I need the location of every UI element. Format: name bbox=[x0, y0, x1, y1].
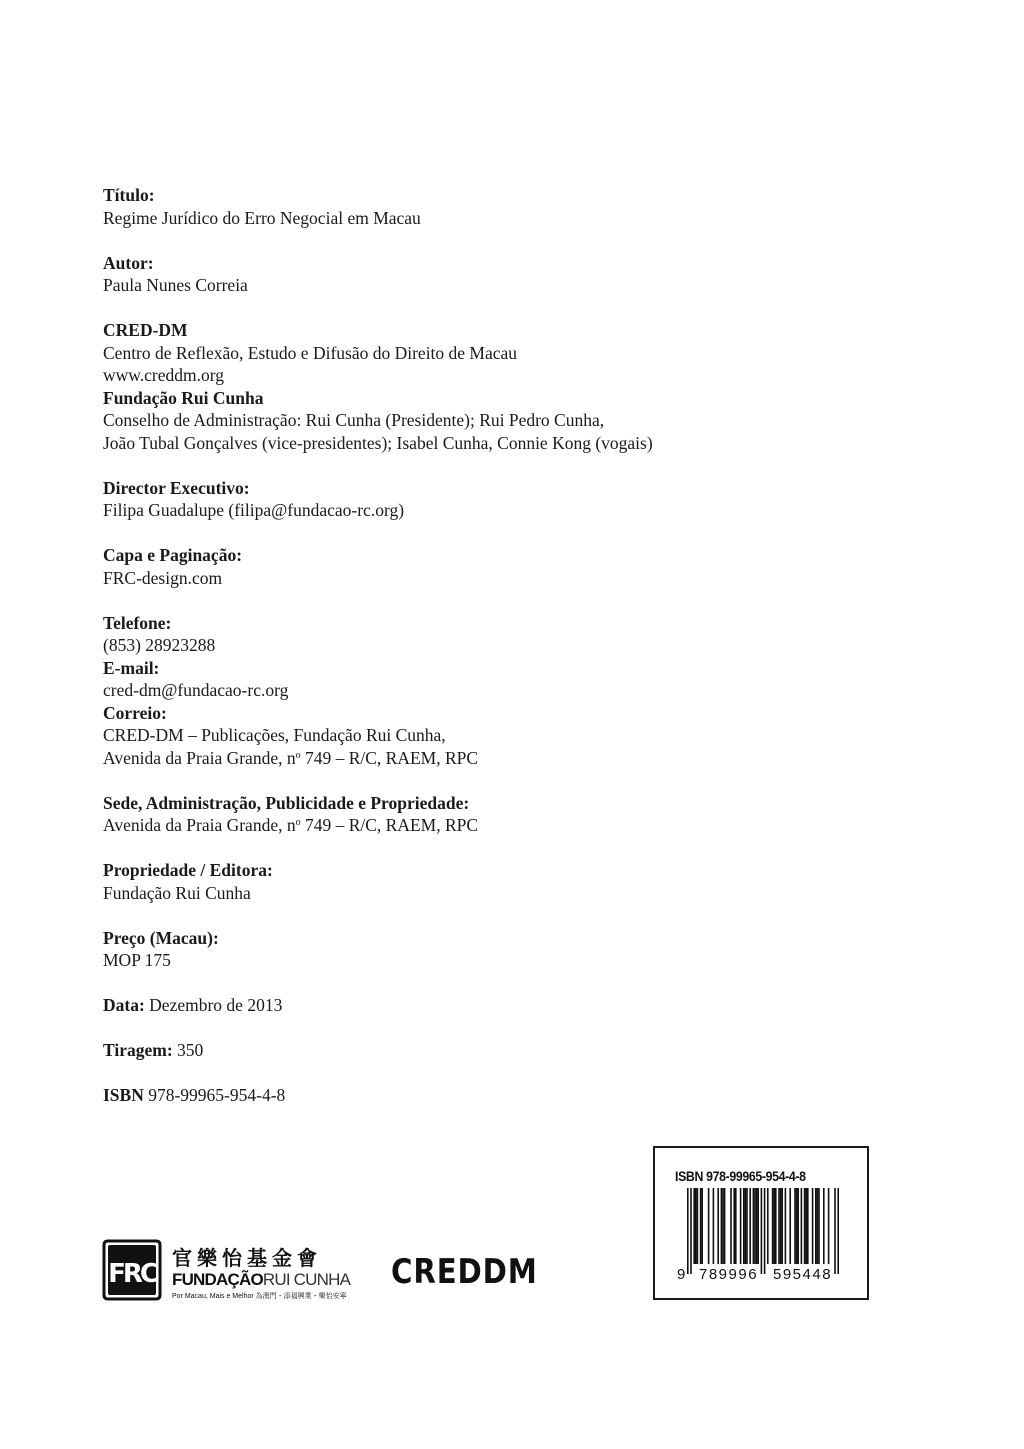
barcode-bar bbox=[801, 1188, 803, 1264]
barcode-bar bbox=[745, 1188, 747, 1264]
mail-label: Correio: bbox=[103, 702, 167, 723]
cred-name: Centro de Reflexão, Estudo e Difusão do Direito de Macau bbox=[103, 342, 518, 363]
barcode-bar bbox=[695, 1188, 697, 1264]
barcode-bar bbox=[817, 1188, 819, 1264]
print-run-section bbox=[103, 1039, 903, 1062]
barcode-bar bbox=[754, 1188, 756, 1264]
author-section bbox=[103, 252, 903, 297]
author-value: Paula Nunes Correia bbox=[103, 275, 248, 295]
barcode-bar bbox=[730, 1188, 732, 1264]
barcode-bar bbox=[756, 1188, 758, 1264]
barcode-bar bbox=[834, 1188, 836, 1274]
barcode-bar bbox=[828, 1188, 830, 1264]
barcode-bar bbox=[708, 1188, 710, 1264]
cred-website: www.creddm.org bbox=[103, 365, 225, 385]
title-value: Regime Jurídico do Erro Negocial em Macau bbox=[103, 207, 421, 228]
frc-chinese-name: 官樂怡基金會 bbox=[172, 1246, 322, 1270]
headquarters-value bbox=[103, 814, 903, 837]
barcode-isbn-text: ISBN 978-99965-954-4-8 bbox=[675, 1168, 806, 1184]
fundacao-rui-cunha-logo bbox=[102, 1238, 351, 1304]
barcode-bar bbox=[812, 1188, 814, 1264]
creddm-logo: CREDDM bbox=[391, 1252, 538, 1292]
barcode-bar bbox=[743, 1188, 745, 1264]
barcode-bar bbox=[721, 1188, 723, 1264]
barcode-bar bbox=[823, 1188, 825, 1264]
cred-heading: CRED-DM bbox=[103, 320, 188, 340]
fundacao-board-line1: Conselho de Administração: Rui Cunha (Presidente); Rui Pedro Cunha, bbox=[103, 410, 605, 430]
price-section bbox=[103, 927, 903, 972]
email-label: E-mail: bbox=[103, 657, 160, 678]
barcode-bar bbox=[797, 1188, 799, 1264]
mail-line2-post: 749 – R/C, RAEM, RPC bbox=[300, 747, 479, 768]
phone-value: (853) 28923288 bbox=[103, 635, 216, 655]
barcode-bar bbox=[724, 1188, 726, 1264]
fundacao-board-line2: João Tubal Gonçalves (vice-presidentes); Isabel Cunha, Connie Kong (vogais) bbox=[103, 432, 653, 453]
barcode-bar bbox=[700, 1188, 702, 1264]
barcode-bar bbox=[796, 1188, 798, 1264]
date-label: Data: bbox=[103, 995, 145, 1015]
barcode-bar bbox=[767, 1188, 769, 1264]
colophon bbox=[103, 184, 903, 1107]
phone-label: Telefone: bbox=[103, 612, 172, 633]
barcode-bar bbox=[785, 1188, 787, 1264]
barcode-bar bbox=[749, 1188, 751, 1264]
title-label: Título: bbox=[103, 185, 155, 205]
barcode-bar bbox=[733, 1188, 735, 1264]
mail-line1: CRED-DM – Publicações, Fundação Rui Cunha, bbox=[103, 725, 446, 745]
publisher-section bbox=[103, 319, 903, 454]
frc-tagline: Por Macau, Mais e Melhor 為澳門・添福興業・樂怡安寧 bbox=[172, 1293, 347, 1300]
barcode-bar bbox=[746, 1188, 748, 1264]
barcode-bar bbox=[815, 1188, 817, 1264]
editor-section bbox=[103, 859, 903, 904]
print-run-label: Tiragem: bbox=[103, 1040, 173, 1060]
director-section bbox=[103, 477, 903, 522]
director-value: Filipa Guadalupe (filipa@fundacao-rc.org) bbox=[103, 500, 405, 520]
barcode-bar bbox=[789, 1188, 791, 1264]
headquarters-pre: Avenida da Praia Grande, n bbox=[103, 815, 296, 835]
author-label: Autor: bbox=[103, 252, 154, 273]
date-value: Dezembro de 2013 bbox=[149, 995, 283, 1015]
barcode-bar bbox=[717, 1188, 719, 1264]
barcode-bar bbox=[778, 1188, 780, 1264]
barcode-bar bbox=[773, 1188, 775, 1264]
barcode-bar bbox=[805, 1188, 807, 1264]
date-section bbox=[103, 994, 903, 1017]
barcode-digits-left: 789996 bbox=[699, 1266, 759, 1283]
price-label: Preço (Macau): bbox=[103, 927, 219, 948]
barcode-digit-lead: 9 bbox=[677, 1266, 686, 1283]
barcode-bar bbox=[772, 1188, 774, 1264]
barcode-bar bbox=[693, 1188, 695, 1264]
barcode-bar bbox=[764, 1188, 766, 1274]
isbn-barcode bbox=[653, 1146, 869, 1300]
barcode-bar bbox=[818, 1188, 820, 1264]
barcode-bar bbox=[687, 1188, 689, 1274]
frc-name-first: FUNDAÇÃO bbox=[172, 1270, 263, 1289]
date-line bbox=[103, 994, 903, 1017]
barcode-digits-right: 595448 bbox=[773, 1266, 833, 1283]
print-run-value: 350 bbox=[177, 1040, 204, 1060]
barcode-bar bbox=[780, 1188, 782, 1264]
title-section bbox=[103, 184, 903, 229]
barcode-bar bbox=[735, 1188, 737, 1264]
barcode-bar bbox=[757, 1188, 759, 1264]
cover-layout-value: FRC-design.com bbox=[103, 567, 223, 588]
barcode-bar bbox=[753, 1188, 755, 1264]
headquarters-ordinal: o bbox=[295, 817, 301, 828]
isbn-value: 978-99965-954-4-8 bbox=[148, 1085, 286, 1105]
frc-name-second: RUI CUNHA bbox=[262, 1270, 351, 1289]
barcode-bar bbox=[697, 1188, 699, 1264]
print-run-line bbox=[103, 1039, 903, 1062]
email-value: cred-dm@fundacao-rc.org bbox=[103, 680, 289, 700]
barcode-bar bbox=[722, 1188, 724, 1264]
isbn-label: ISBN bbox=[103, 1085, 144, 1105]
barcode-bar bbox=[794, 1188, 796, 1264]
isbn-section bbox=[103, 1084, 903, 1107]
cover-layout-section bbox=[103, 544, 903, 589]
headquarters-section bbox=[103, 792, 903, 837]
barcode-bar bbox=[775, 1188, 777, 1264]
mail-line2-ordinal: o bbox=[295, 749, 301, 761]
frc-latin-name bbox=[172, 1270, 350, 1290]
barcode-bar bbox=[781, 1188, 783, 1264]
fundacao-heading: Fundação Rui Cunha bbox=[103, 387, 264, 408]
barcode-bar bbox=[713, 1188, 715, 1264]
barcode-bar bbox=[740, 1188, 742, 1264]
mail-line2-pre: Avenida da Praia Grande, n bbox=[103, 747, 296, 768]
barcode-bar bbox=[690, 1188, 692, 1274]
barcode-bar bbox=[701, 1188, 703, 1264]
isbn-line bbox=[103, 1084, 903, 1107]
editor-value: Fundação Rui Cunha bbox=[103, 882, 251, 903]
frc-mark-text: FRC bbox=[108, 1259, 156, 1289]
barcode-bar bbox=[804, 1188, 806, 1264]
editor-label: Propriedade / Editora: bbox=[103, 860, 273, 880]
director-label: Director Executivo: bbox=[103, 477, 250, 498]
price-value: MOP 175 bbox=[103, 950, 171, 970]
mail-line2 bbox=[103, 747, 903, 770]
barcode-bar bbox=[837, 1188, 839, 1274]
cover-layout-label: Capa e Paginação: bbox=[103, 545, 243, 565]
barcode-bar bbox=[761, 1188, 763, 1274]
barcode-bars bbox=[675, 1188, 853, 1276]
headquarters-post: 749 – R/C, RAEM, RPC bbox=[300, 815, 479, 835]
frc-mark-icon bbox=[102, 1238, 162, 1302]
headquarters-label: Sede, Administração, Publicidade e Propriedade: bbox=[103, 792, 470, 813]
barcode-bar bbox=[807, 1188, 809, 1264]
contact-section bbox=[103, 612, 903, 770]
